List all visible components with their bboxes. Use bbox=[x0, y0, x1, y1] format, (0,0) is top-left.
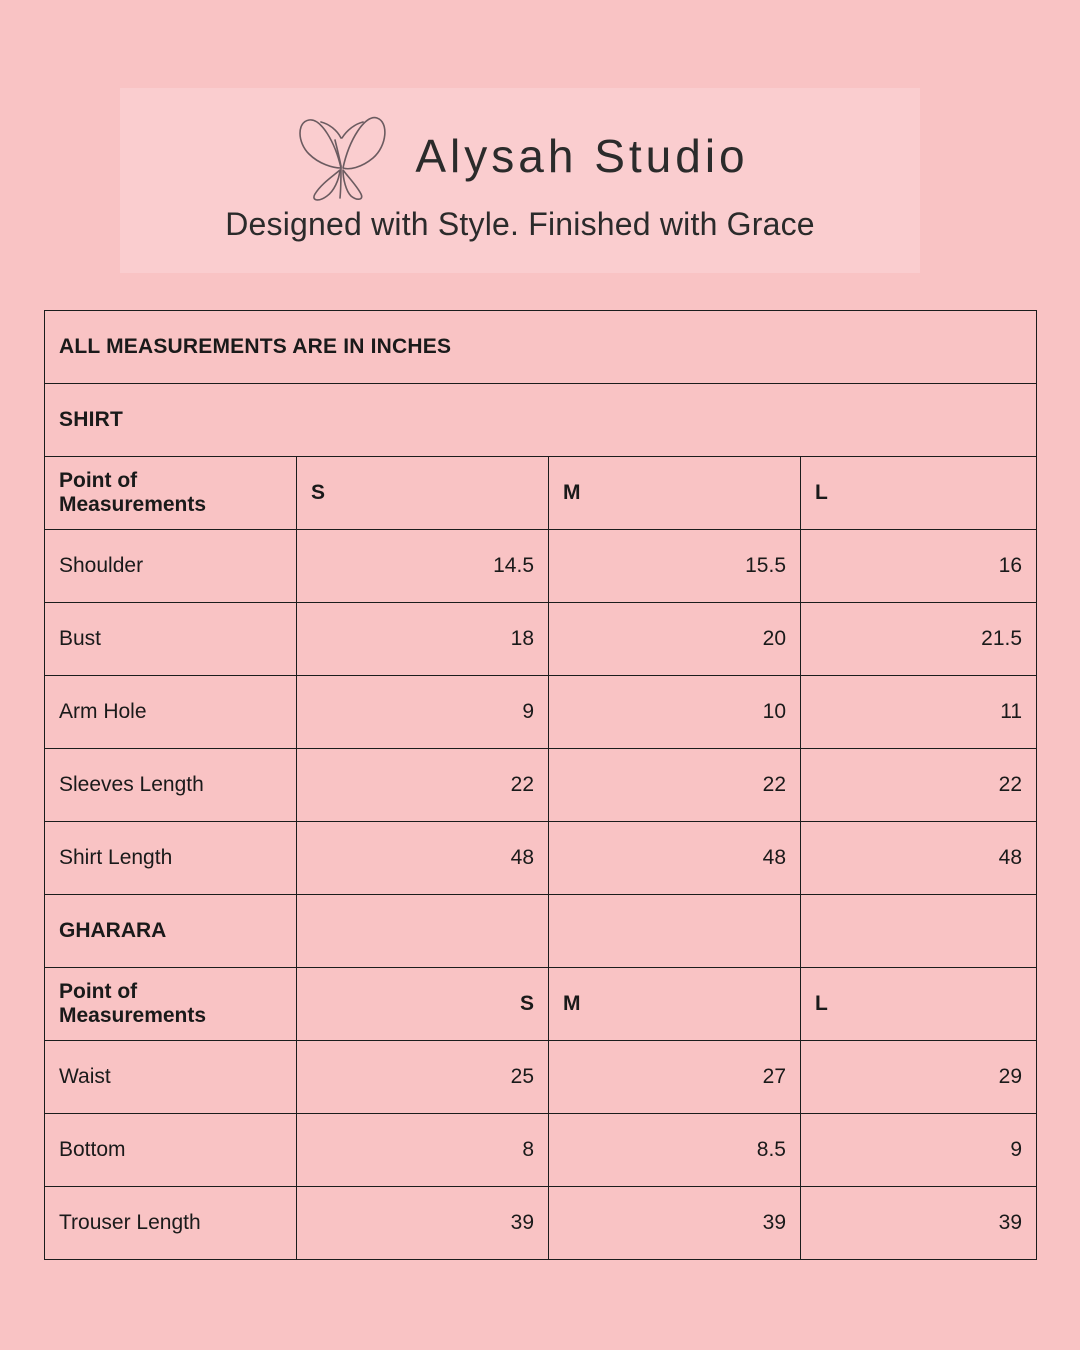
cell-value-m: 27 bbox=[549, 1041, 801, 1114]
cell-value-m: 48 bbox=[549, 822, 801, 895]
cell-value-l: 39 bbox=[801, 1187, 1037, 1260]
column-header-m: M bbox=[549, 457, 801, 530]
column-header-point: Point of Measurements bbox=[45, 968, 297, 1041]
cell-value-m: 20 bbox=[549, 603, 801, 676]
cell-value-s: 48 bbox=[297, 822, 549, 895]
column-header-s: S bbox=[297, 457, 549, 530]
brand-header bbox=[120, 88, 920, 273]
table-row bbox=[45, 457, 1037, 530]
cell-value-l: 16 bbox=[801, 530, 1037, 603]
row-label: Sleeves Length bbox=[45, 749, 297, 822]
table-row bbox=[45, 1041, 1037, 1114]
table-row bbox=[45, 603, 1037, 676]
table-row bbox=[45, 676, 1037, 749]
column-header-s: S bbox=[297, 968, 549, 1041]
brand-name: Alysah Studio bbox=[415, 130, 749, 182]
row-label: Shoulder bbox=[45, 530, 297, 603]
column-header-m: M bbox=[549, 968, 801, 1041]
cell-value-s: 39 bbox=[297, 1187, 549, 1260]
empty-cell bbox=[801, 895, 1037, 968]
cell-value-s: 18 bbox=[297, 603, 549, 676]
cell-value-s: 25 bbox=[297, 1041, 549, 1114]
row-label: Bottom bbox=[45, 1114, 297, 1187]
table-row bbox=[45, 1187, 1037, 1260]
table-row bbox=[45, 384, 1037, 457]
cell-value-l: 29 bbox=[801, 1041, 1037, 1114]
cell-value-l: 48 bbox=[801, 822, 1037, 895]
empty-cell bbox=[549, 895, 801, 968]
brand-logo-row bbox=[120, 106, 920, 206]
table-row bbox=[45, 749, 1037, 822]
table-row bbox=[45, 822, 1037, 895]
cell-value-s: 8 bbox=[297, 1114, 549, 1187]
section-title-shirt: SHIRT bbox=[45, 384, 1037, 457]
cell-value-m: 22 bbox=[549, 749, 801, 822]
table-row bbox=[45, 311, 1037, 384]
cell-value-m: 39 bbox=[549, 1187, 801, 1260]
cell-value-l: 21.5 bbox=[801, 603, 1037, 676]
cell-value-l: 22 bbox=[801, 749, 1037, 822]
table-row bbox=[45, 530, 1037, 603]
cell-value-m: 10 bbox=[549, 676, 801, 749]
column-header-l: L bbox=[801, 457, 1037, 530]
table-row bbox=[45, 968, 1037, 1041]
row-label: Arm Hole bbox=[45, 676, 297, 749]
butterfly-icon bbox=[291, 106, 395, 206]
cell-value-m: 8.5 bbox=[549, 1114, 801, 1187]
cell-value-l: 11 bbox=[801, 676, 1037, 749]
cell-value-m: 15.5 bbox=[549, 530, 801, 603]
row-label: Waist bbox=[45, 1041, 297, 1114]
cell-value-s: 22 bbox=[297, 749, 549, 822]
cell-value-s: 9 bbox=[297, 676, 549, 749]
row-label: Shirt Length bbox=[45, 822, 297, 895]
cell-value-s: 14.5 bbox=[297, 530, 549, 603]
section-title-gharara: GHARARA bbox=[45, 895, 297, 968]
row-label: Bust bbox=[45, 603, 297, 676]
brand-tagline: Designed with Style. Finished with Grace bbox=[225, 206, 815, 242]
measurements-banner: ALL MEASUREMENTS ARE IN INCHES bbox=[45, 311, 1037, 384]
column-header-l: L bbox=[801, 968, 1037, 1041]
empty-cell bbox=[297, 895, 549, 968]
cell-value-l: 9 bbox=[801, 1114, 1037, 1187]
row-label: Trouser Length bbox=[45, 1187, 297, 1260]
column-header-point: Point of Measurements bbox=[45, 457, 297, 530]
table-row bbox=[45, 1114, 1037, 1187]
table-row bbox=[45, 895, 1037, 968]
size-chart-table bbox=[44, 310, 1037, 1260]
